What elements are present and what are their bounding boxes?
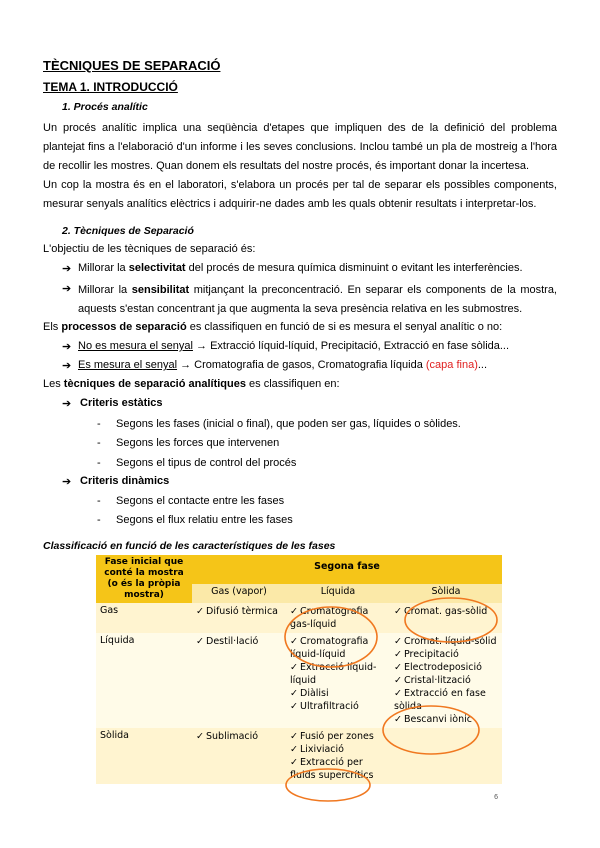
- cell-item-text: Cromatografia líquid-líquid: [290, 636, 369, 660]
- table-caption: Classificació en funció de les característiques de les fases: [43, 540, 336, 552]
- check-icon: ✓: [290, 688, 298, 699]
- cell-item: [290, 743, 386, 756]
- check-icon: ✓: [196, 606, 204, 617]
- cell-item: [394, 635, 498, 648]
- signal-ellipsis: ...: [477, 359, 488, 371]
- corner-header: Fase inicial que conté la mostra (o és la pròpia mostra): [96, 555, 192, 603]
- cell-item-text: Lixiviació: [300, 744, 344, 755]
- thin-layer-note: (capa fina): [425, 359, 478, 371]
- techniques-bold: tècniques de separació analítiques: [63, 378, 246, 390]
- check-icon: ✓: [394, 662, 402, 673]
- section-1-paragraph-2: Un cop la mostra és en el laboratori, s'elabora un procés per tal de separar els possibles components, mesurar senyals analítics elèctrics i adquirir-ne dades amb les quals obtenir resultats i interpretar-los.: [43, 179, 557, 210]
- cell-item: [196, 635, 282, 648]
- no-signal-label: No es mesura el senyal: [78, 340, 193, 352]
- processes-post: es classifiquen en funció de si es mesura el senyal analític o no:: [186, 321, 503, 333]
- table-row: [96, 633, 502, 728]
- check-icon: ✓: [394, 675, 402, 686]
- sensitivity-post: mitjançant la preconcentració. En separar els components de la mostra, aquests s'estan concentrant ja que augmenta la seva presència relativa en les submostres.: [78, 284, 557, 315]
- check-icon: ✓: [290, 731, 298, 742]
- cell-item-text: Sublimació: [206, 731, 259, 742]
- dash-icon: -: [97, 495, 101, 507]
- processes-intro: [43, 321, 502, 333]
- check-icon: ✓: [394, 714, 402, 725]
- cell-item: [290, 605, 386, 631]
- static-criteria: Criteris estàtics: [80, 397, 163, 409]
- cell-list: [390, 633, 502, 728]
- arrow-icon: ➔: [62, 341, 72, 353]
- processes-pre: Els: [43, 321, 62, 333]
- dash-icon: -: [97, 418, 101, 430]
- row-label: Líquida: [96, 633, 192, 728]
- cell-item: [196, 730, 282, 743]
- cell-item: [196, 605, 282, 618]
- table-row: [96, 603, 502, 633]
- techniques-intro: [43, 378, 340, 390]
- cell-item-text: Fusió per zones: [300, 731, 374, 742]
- cell-item-text: Cristal·lització: [404, 675, 471, 686]
- cell-item: [394, 661, 498, 674]
- row-label: Sòlida: [96, 728, 192, 784]
- row-label: Gas: [96, 603, 192, 633]
- cell-item-text: Precipitació: [404, 649, 459, 660]
- dynamic-criterion-1: Segons el contacte entre les fases: [116, 495, 285, 507]
- section-1-heading: 1. Procés analític: [62, 101, 148, 113]
- cell-item: [290, 730, 386, 743]
- col-gas-header: Gas (vapor): [192, 584, 286, 603]
- cell-item-text: Cromatografia gas-líquid: [290, 606, 369, 630]
- dynamic-criterion-2: Segons el flux relatiu entre les fases: [116, 514, 293, 526]
- processes-bold: processos de separació: [61, 321, 187, 333]
- arrow-icon: ➔: [62, 263, 72, 275]
- cell-item: [290, 661, 386, 687]
- check-icon: ✓: [290, 744, 298, 755]
- cell-item: [290, 700, 386, 713]
- selectivity-pre: Millorar la: [78, 262, 129, 274]
- selectivity-post: del procés de mesura química disminuint o evitant les interferències.: [185, 262, 523, 274]
- dynamic-criteria: Criteris dinàmics: [80, 475, 170, 487]
- table-row: [96, 728, 502, 784]
- section-2-heading: 2. Tècniques de Separació: [62, 225, 194, 237]
- static-criterion-1: Segons les fases (inicial o final), que poden ser gas, líquides o sòlides.: [116, 418, 461, 430]
- sensitivity-item: [78, 281, 557, 319]
- check-icon: ✓: [290, 636, 298, 647]
- cell-list: [192, 603, 286, 633]
- check-icon: ✓: [394, 606, 402, 617]
- check-icon: ✓: [290, 701, 298, 712]
- no-signal-text: → Extracció líquid-líquid, Precipitació, Extracció en fase sòlida...: [192, 340, 510, 352]
- check-icon: ✓: [290, 662, 298, 673]
- arrow-icon: ➔: [62, 398, 72, 410]
- classification-table-wrap: [96, 555, 502, 803]
- cell-item-text: Bescanvi iònic: [404, 714, 472, 725]
- cell-item-text: Extracció en fase sòlida: [394, 688, 486, 712]
- cell-item: [290, 756, 386, 782]
- second-phase-header: Segona fase: [192, 555, 502, 584]
- check-icon: ✓: [196, 731, 204, 742]
- cell-item-text: Cromat. gas-sòlid: [404, 606, 488, 617]
- col-solid-header: Sòlida: [390, 584, 502, 603]
- dash-icon: -: [97, 514, 101, 526]
- static-criterion-2: Segons les forces que intervenen: [116, 437, 280, 449]
- cell-item-text: Electrodeposició: [404, 662, 482, 673]
- cell-item-text: Difusió tèrmica: [206, 606, 278, 617]
- sensitivity-pre: Millorar la: [78, 284, 132, 296]
- techniques-post: es classifiquen en:: [245, 378, 340, 390]
- signal-item: [78, 359, 487, 371]
- cell-item: [394, 713, 498, 726]
- sensitivity-bold: sensibilitat: [131, 284, 190, 296]
- cell-empty: [390, 728, 502, 784]
- check-icon: ✓: [394, 688, 402, 699]
- arrow-icon: ➔: [62, 360, 72, 372]
- classification-table: [96, 555, 502, 784]
- no-signal-item: [78, 340, 509, 352]
- objective-intro: L'objectiu de les tècniques de separació és:: [43, 243, 256, 255]
- check-icon: ✓: [196, 636, 204, 647]
- cell-item-text: Extracció per fluids supercrítics: [290, 757, 374, 781]
- cell-item-text: Ultrafiltració: [300, 701, 359, 712]
- cell-list: [390, 603, 502, 633]
- cell-list: [286, 728, 390, 784]
- cell-item: [394, 605, 498, 618]
- arrow-icon: ➔: [62, 476, 72, 488]
- cell-list: [192, 728, 286, 784]
- cell-item: [290, 635, 386, 661]
- signal-label: Es mesura el senyal: [78, 359, 178, 371]
- dash-icon: -: [97, 437, 101, 449]
- cell-item: [290, 687, 386, 700]
- cell-item-text: Cromat. líquid-sòlid: [404, 636, 497, 647]
- cell-list: [192, 633, 286, 728]
- cell-list: [286, 603, 390, 633]
- techniques-pre: Les: [43, 378, 64, 390]
- cell-item: [394, 648, 498, 661]
- arrow-icon: ➔: [62, 283, 72, 295]
- section-1-paragraph-1: Un procés analític implica una seqüència d'etapes que impliquen des de la definició del problema plantejat fins a l'elaboració d'un informe i les seves conclusions. Inclou també un pla de mostreig a l'hora de recollir les mostres. Quan donem els resultats del nostre procés, és important donar la incertesa.: [43, 122, 557, 172]
- cell-item: [394, 687, 498, 713]
- static-criterion-3: Segons el tipus de control del procés: [116, 457, 297, 469]
- cell-item-text: Destil·lació: [206, 636, 259, 647]
- cell-list: [286, 633, 390, 728]
- col-liquid-header: Líquida: [286, 584, 390, 603]
- signal-text: → Cromatografia de gasos, Cromatografia líquida: [177, 359, 426, 371]
- dash-icon: -: [97, 457, 101, 469]
- slide-page-number: 6: [494, 794, 498, 801]
- selectivity-bold: selectivitat: [128, 262, 186, 274]
- selectivity-item: [78, 262, 523, 274]
- cell-item-text: Diàlisi: [300, 688, 329, 699]
- check-icon: ✓: [394, 636, 402, 647]
- page-title: TÈCNIQUES DE SEPARACIÓ: [43, 58, 221, 73]
- tema-heading: TEMA 1. INTRODUCCIÓ: [43, 80, 178, 94]
- cell-item-text: Extracció líquid-líquid: [290, 662, 377, 686]
- check-icon: ✓: [290, 757, 298, 768]
- check-icon: ✓: [394, 649, 402, 660]
- check-icon: ✓: [290, 606, 298, 617]
- cell-item: [394, 674, 498, 687]
